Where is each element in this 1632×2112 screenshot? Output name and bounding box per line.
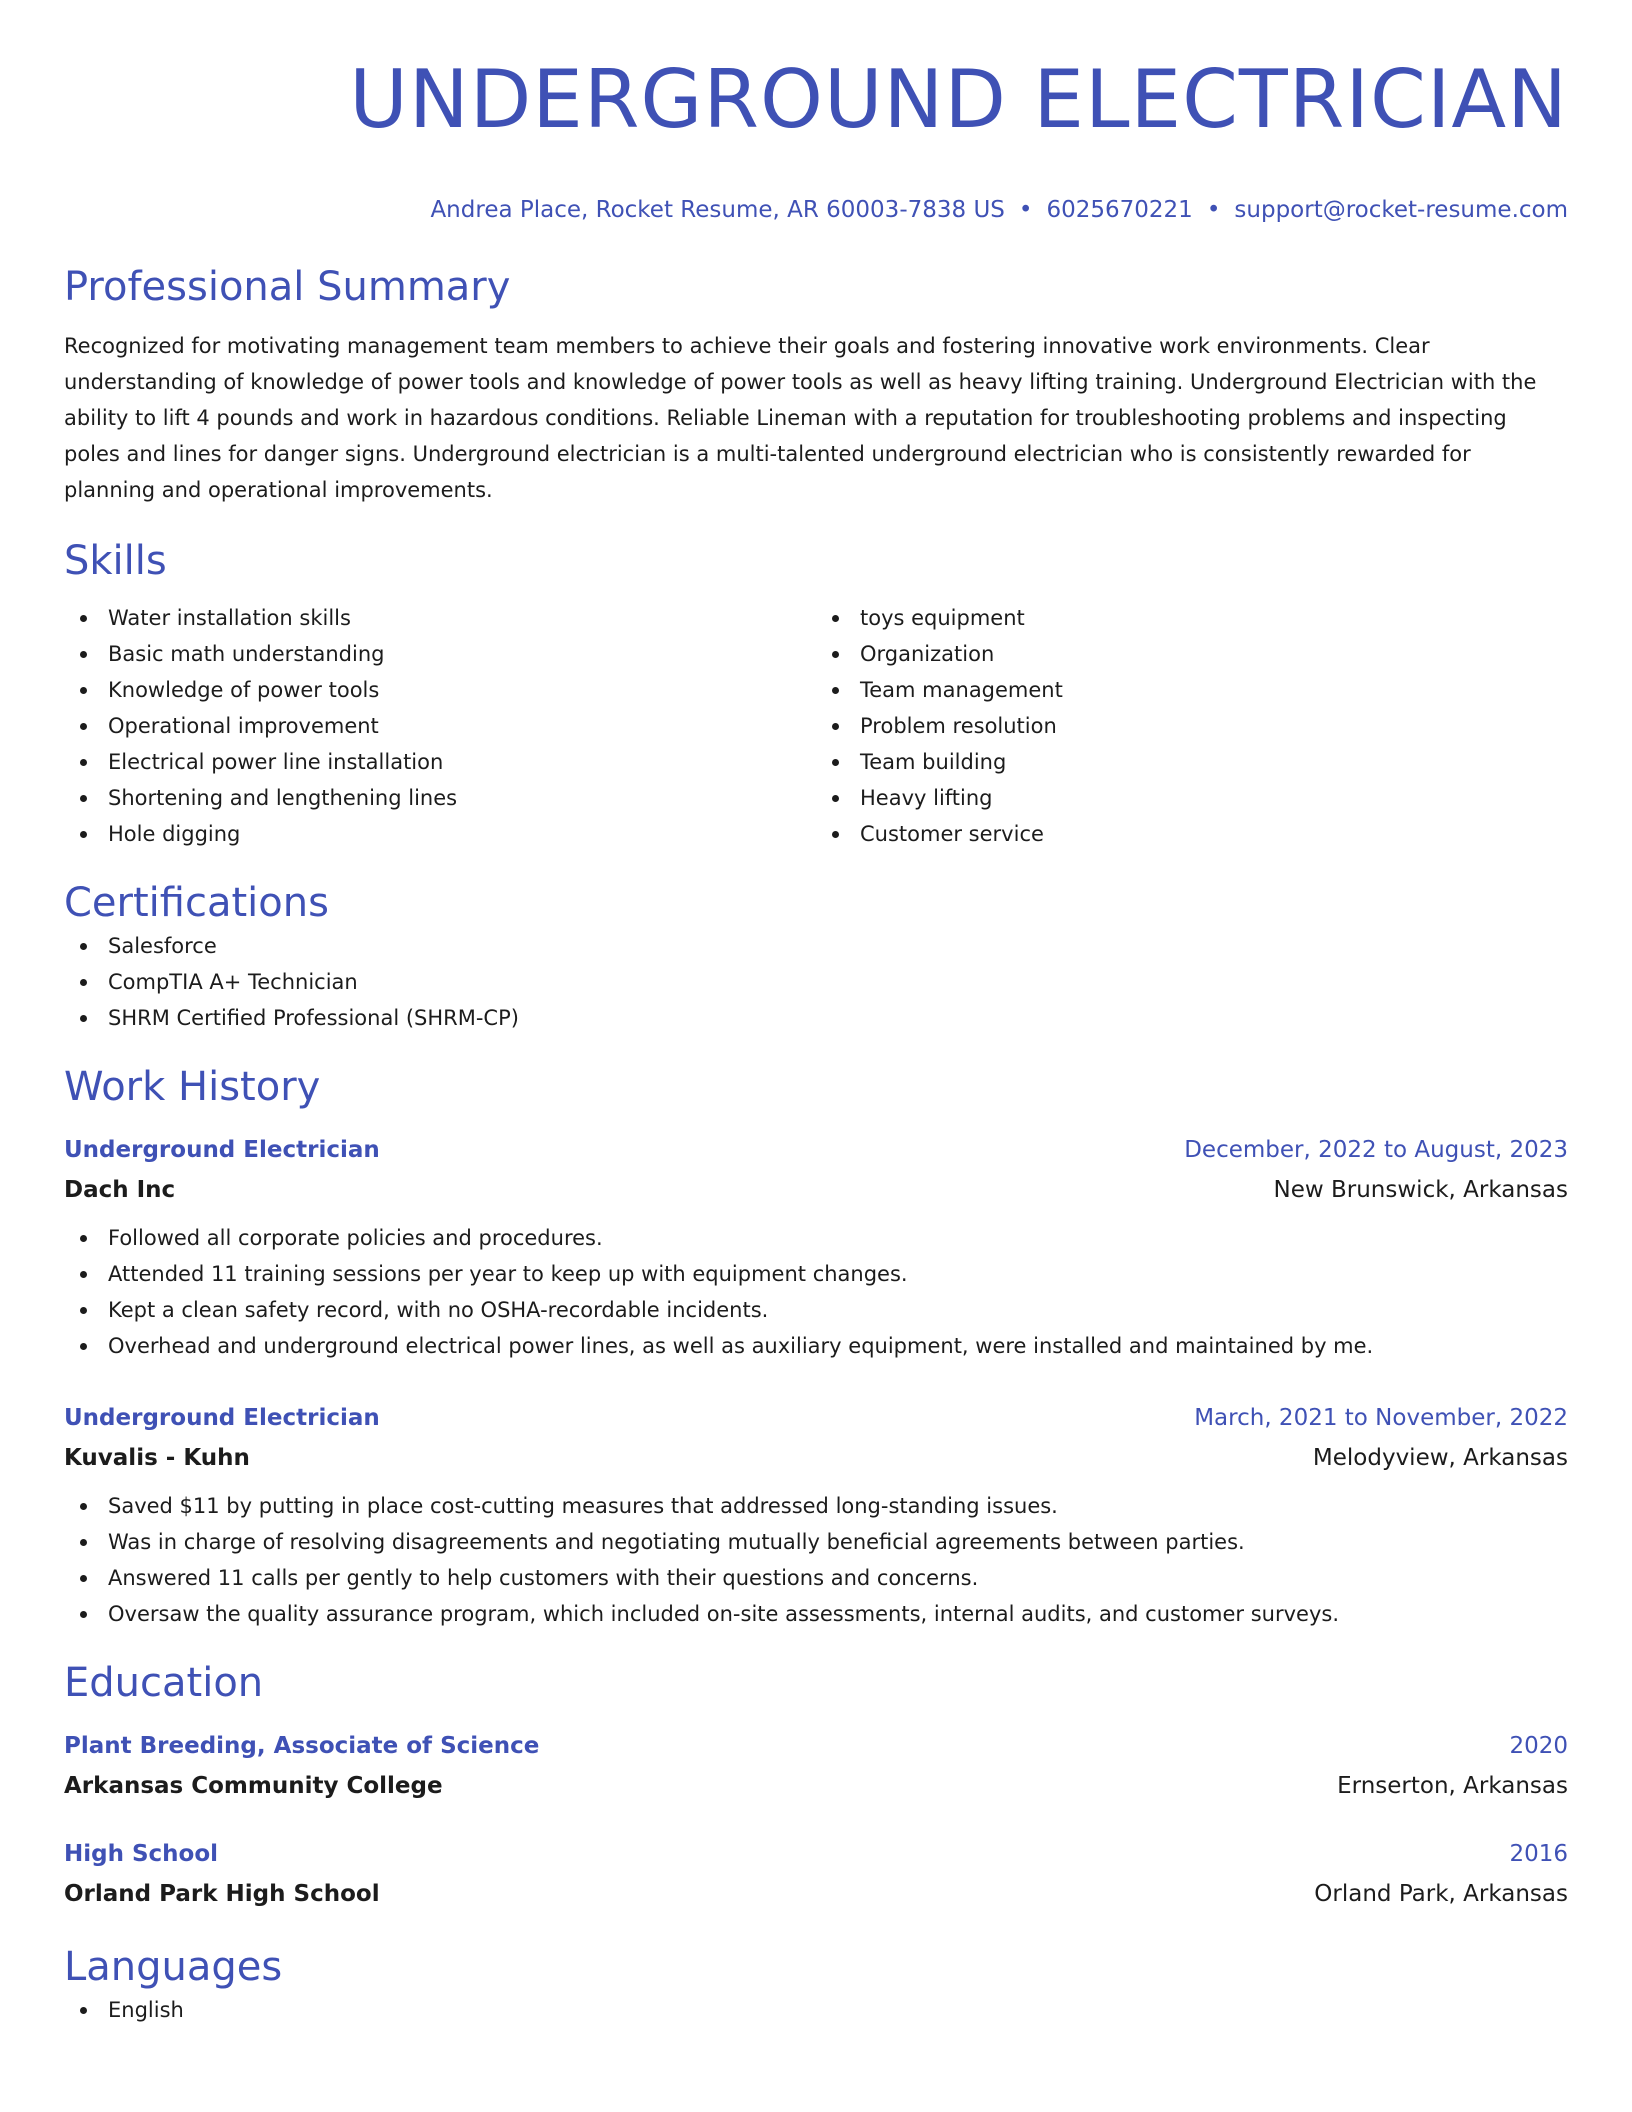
job-location: Melodyview, Arkansas [1312,1445,1568,1471]
skills-grid [64,600,1568,852]
languages-heading: Languages [64,1944,283,1990]
job-company: Kuvalis - Kuhn [64,1445,250,1471]
candidate-name: UNDERGROUND ELECTRICIAN [349,53,1568,146]
skill-item: Team management [816,672,1568,708]
contact-address: Andrea Place, Rocket Resume, AR 60003-7838 US [430,197,1005,223]
contact-separator: • [1018,197,1033,223]
job-bullet: Saved $11 by putting in place cost-cutting measures that addressed long-standing issues. [64,1488,1568,1524]
summary-text: Recognized for motivating management team members to achieve their goals and fostering innovative work environments. Clear understanding of knowledge of power tools and knowledge of power tools as well as heavy lifting training. Underground Electrician with the ability to lift 4 pounds and work in hazardous conditions. Reliable Lineman with a reputation for troubleshooting problems and inspecting poles and lines for danger signs. Underground electrician is a multi-talented underground electrician who is consistently rewarded for planning and operational improvements. [64,334,1537,502]
skill-item: Customer service [816,816,1568,852]
job-dates: March, 2021 to November, 2022 [1194,1405,1568,1431]
education-school-row [64,1874,1568,1914]
job-company-row [64,1170,1568,1210]
summary-heading: Professional Summary [64,264,511,310]
education-school: Arkansas Community College [64,1773,443,1799]
job-bullets [64,1220,1568,1364]
job-entry [64,1130,1568,1364]
resume-header [64,52,1568,224]
certifications-list [64,928,1568,1036]
job-title-row [64,1130,1568,1170]
education-location: Ernserton, Arkansas [1337,1773,1568,1799]
education-degree-row [64,1834,1568,1874]
skill-item: Team building [816,744,1568,780]
skill-item: Water installation skills [64,600,816,636]
certification-item: CompTIA A+ Technician [64,964,1568,1000]
education-school: Orland Park High School [64,1881,380,1907]
skill-item: Hole digging [64,816,816,852]
job-title-row [64,1398,1568,1438]
skill-item: toys equipment [816,600,1568,636]
education-degree: Plant Breeding, Associate of Science [64,1733,540,1759]
education-year: 2020 [1509,1733,1568,1759]
certifications-heading: Certifications [64,880,329,926]
skill-item: Operational improvement [64,708,816,744]
contact-email: support@rocket-resume.com [1234,197,1568,223]
contact-phone: 6025670221 [1046,197,1193,223]
certification-item: Salesforce [64,928,1568,964]
education-school-row [64,1766,1568,1806]
job-entry [64,1398,1568,1632]
skills-heading: Skills [64,538,167,584]
job-role: Underground Electrician [64,1137,380,1163]
education-heading: Education [64,1660,264,1706]
skills-list-right [816,600,1568,852]
education-entry [64,1834,1568,1914]
job-bullet: Overhead and underground electrical power lines, as well as auxiliary equipment, were installed and maintained by me. [64,1328,1568,1364]
contact-separator: • [1206,197,1221,223]
job-bullets [64,1488,1568,1632]
job-bullet: Attended 11 training sessions per year to keep up with equipment changes. [64,1256,1568,1292]
education-degree-row [64,1726,1568,1766]
skill-item: Heavy lifting [816,780,1568,816]
certification-item: SHRM Certified Professional (SHRM-CP) [64,1000,1568,1036]
skill-item: Problem resolution [816,708,1568,744]
skill-item: Basic math understanding [64,636,816,672]
education-location: Orland Park, Arkansas [1314,1881,1568,1907]
job-bullet: Was in charge of resolving disagreements and negotiating mutually beneficial agreements between parties. [64,1524,1568,1560]
education-degree: High School [64,1841,219,1867]
skills-list-left [64,600,816,852]
job-bullet: Answered 11 calls per gently to help customers with their questions and concerns. [64,1560,1568,1596]
job-bullet: Oversaw the quality assurance program, which included on-site assessments, internal audits, and customer surveys. [64,1596,1568,1632]
work-history-heading: Work History [64,1064,321,1110]
education-year: 2016 [1509,1841,1568,1867]
job-location: New Brunswick, Arkansas [1273,1177,1568,1203]
job-bullet: Kept a clean safety record, with no OSHA-recordable incidents. [64,1292,1568,1328]
job-role: Underground Electrician [64,1405,380,1431]
contact-line [64,196,1568,224]
language-item: English [64,1992,1568,2028]
languages-list [64,1992,1568,2028]
skill-item: Electrical power line installation [64,744,816,780]
skill-item: Knowledge of power tools [64,672,816,708]
job-company: Dach Inc [64,1177,176,1203]
job-dates: December, 2022 to August, 2023 [1184,1137,1568,1163]
job-company-row [64,1438,1568,1478]
job-bullet: Followed all corporate policies and procedures. [64,1220,1568,1256]
skill-item: Organization [816,636,1568,672]
education-entry [64,1726,1568,1806]
skill-item: Shortening and lengthening lines [64,780,816,816]
